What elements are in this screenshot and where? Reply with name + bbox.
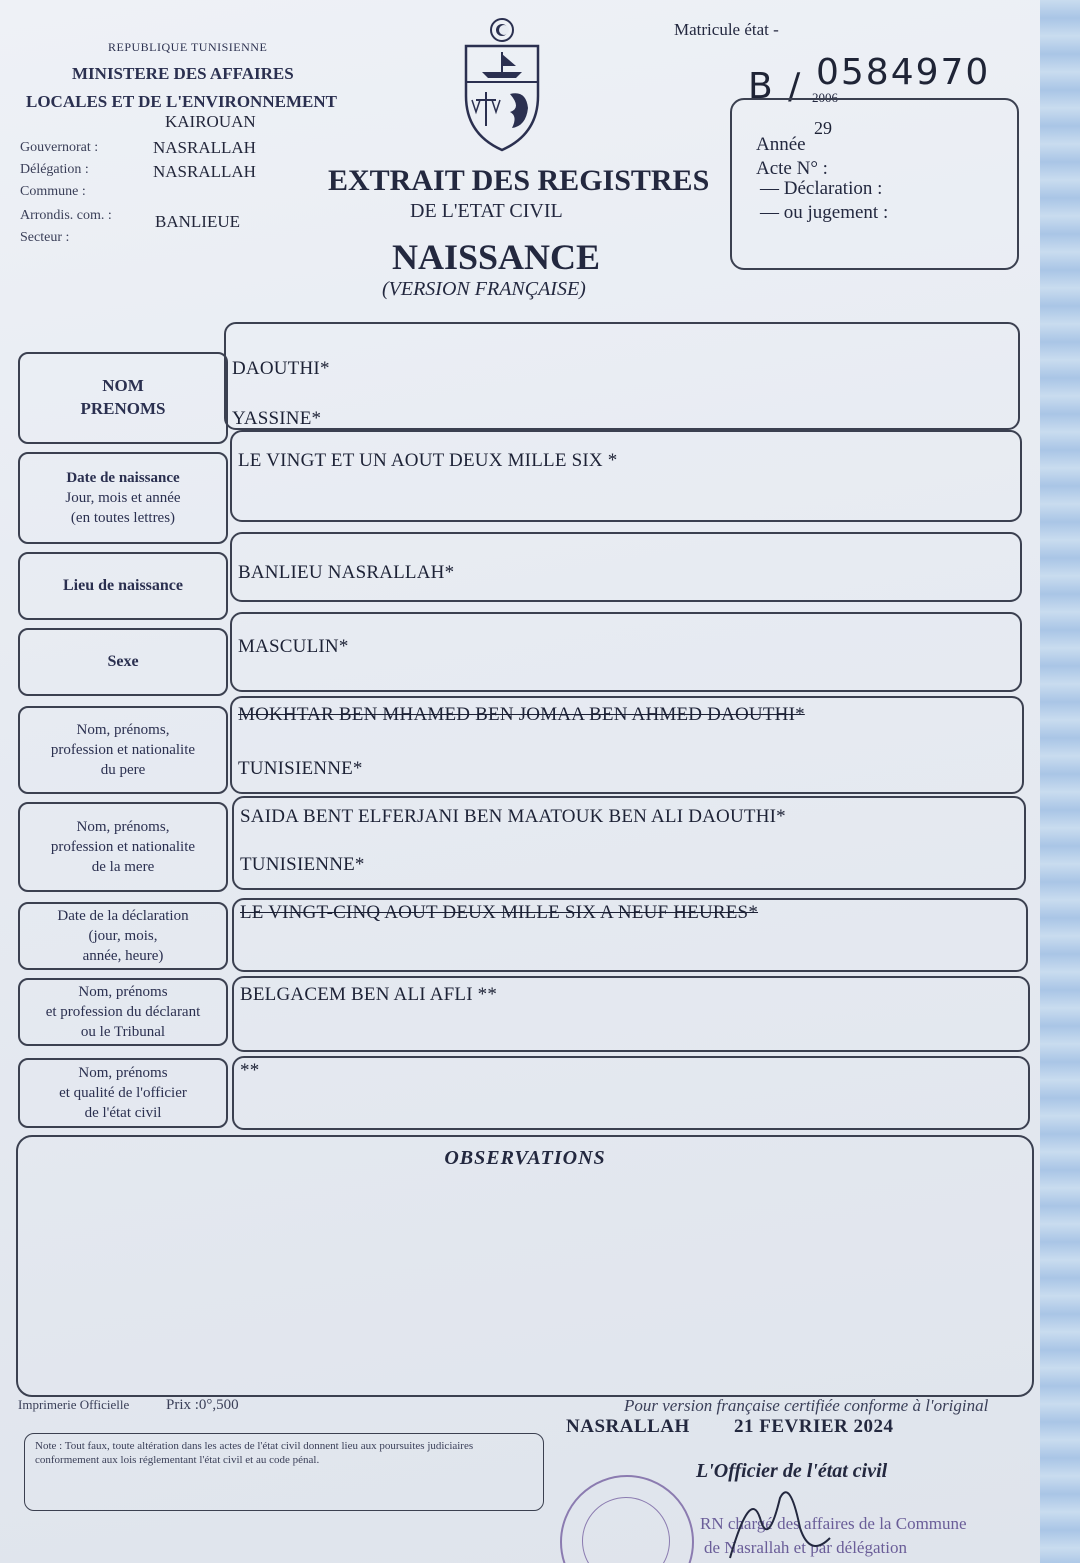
label-sexe-l1: Sexe (107, 653, 139, 671)
arrondissement-label: Arrondis. com. : (20, 208, 112, 223)
gouvernorat-value: KAIROUAN (165, 112, 256, 131)
value-pere-box (230, 696, 1024, 794)
title-line1: EXTRAIT DES REGISTRES (328, 164, 710, 197)
label-declarant-l1: Nom, prénoms (78, 983, 168, 1000)
label-mere-l2: profession et nationalite (50, 838, 196, 855)
value-officier: ** (240, 1060, 260, 1081)
label-date-naissance-l3: (en toutes lettres) (70, 510, 176, 527)
matricule-label: Matricule état - (674, 20, 779, 39)
declaration-label: — Déclaration : (760, 178, 883, 199)
label-officier-l3: de l'état civil (84, 1105, 162, 1122)
title-naissance: NAISSANCE (392, 237, 601, 277)
officer-title: L'Officier de l'état civil (696, 1460, 888, 1482)
commune-label: Commune : (20, 184, 86, 199)
value-pere-nationalite: TUNISIENNE* (238, 758, 363, 779)
signature-icon (720, 1478, 840, 1563)
label-mere-l1: Nom, prénoms, (76, 818, 170, 835)
label-date-declaration-l2: (jour, mois, (88, 927, 158, 944)
label-pere-l3: du pere (100, 762, 146, 779)
label-pere (18, 706, 228, 794)
label-declarant-l3: ou le Tribunal (80, 1024, 166, 1041)
secteur-label: Secteur : (20, 230, 70, 245)
value-date-naissance: LE VINGT ET UN AOUT DEUX MILLE SIX * (238, 450, 618, 471)
observations-box (16, 1135, 1034, 1397)
gouvernorat-label: Gouvernorat : (20, 140, 99, 155)
place-label: NASRALLAH (566, 1416, 690, 1437)
stamp-text-line1: RN chargé des affaires de la Commune (700, 1514, 967, 1533)
label-lieu-naissance-l1: Lieu de naissance (62, 577, 183, 595)
delegation-value: NASRALLAH (153, 138, 256, 157)
matricule-serie: B / (748, 66, 803, 107)
coat-of-arms-icon (452, 16, 552, 156)
arrondissement-value: BANLIEUE (155, 212, 240, 231)
label-date-declaration-l3: année, heure) (82, 948, 164, 965)
torn-edge (1040, 0, 1080, 1563)
official-stamp (560, 1475, 694, 1563)
value-prenoms: YASSINE* (232, 408, 322, 429)
matricule-year-overlay: 2006 (812, 90, 838, 105)
observations-title: OBSERVATIONS (444, 1147, 606, 1169)
title-version: (VERSION FRANÇAISE) (382, 278, 586, 300)
label-prenoms: PRENOMS (80, 399, 166, 418)
label-pere-l2: profession et nationalite (50, 741, 196, 758)
annee-label: Année (756, 134, 806, 155)
commune-value: NASRALLAH (153, 162, 256, 181)
jugement-label: — ou jugement : (760, 202, 889, 223)
label-date-naissance-l2: Jour, mois et année (65, 489, 181, 506)
value-mere-box (232, 796, 1026, 890)
stamp-inner-ring (582, 1497, 670, 1563)
delegation-label: Délégation : (20, 162, 89, 177)
certification-text: Pour version française certifiée conforme à l'original (624, 1396, 989, 1415)
label-date-declaration (18, 902, 228, 970)
value-mere-nom: SAIDA BENT ELFERJANI BEN MAATOUK BEN ALI DAOUTHI* (240, 806, 786, 827)
value-declarant-box (232, 976, 1030, 1052)
legal-note: Note : Tout faux, toute altération dans les actes de l'état civil donnent lieu aux poursuites judiciaires conformement aux lois réglementant l'état civil et au code pénal. (24, 1433, 544, 1511)
label-mere (18, 802, 228, 892)
label-pere-l1: Nom, prénoms, (76, 721, 170, 738)
ministry-line1: MINISTERE DES AFFAIRES (72, 64, 294, 83)
label-nom-prenoms (18, 352, 228, 444)
value-declarant: BELGACEM BEN ALI AFLI ** (240, 984, 498, 1005)
value-lieu-naissance-box (230, 532, 1022, 602)
value-sexe-box (230, 612, 1022, 692)
value-date-declaration-box (232, 898, 1028, 972)
ministry-line2: LOCALES ET DE L'ENVIRONNEMENT (26, 92, 337, 111)
value-pere-nom: MOKHTAR BEN MHAMED BEN JOMAA BEN AHMED DAOUTHI* (238, 704, 805, 725)
label-officier-l1: Nom, prénoms (78, 1064, 168, 1081)
price-label: Prix :0°,500 (166, 1397, 239, 1413)
label-officier (18, 1058, 228, 1128)
republic-label: REPUBLIQUE TUNISIENNE (108, 40, 268, 54)
label-sexe (18, 628, 228, 696)
value-lieu-naissance: BANLIEU NASRALLAH* (238, 562, 455, 583)
value-date-naissance-box (230, 430, 1022, 522)
title-line2: DE L'ETAT CIVIL (410, 200, 563, 222)
label-date-naissance (18, 452, 228, 544)
stamp-text-line2: de Nasrallah et par délégation (704, 1538, 907, 1557)
value-nom-prenoms-box (224, 322, 1020, 430)
label-declarant-l2: et profession du déclarant (45, 1003, 201, 1020)
label-nom: NOM (102, 376, 144, 396)
label-declarant (18, 978, 228, 1046)
label-mere-l3: de la mere (91, 859, 155, 876)
value-mere-nationalite: TUNISIENNE* (240, 854, 365, 875)
printer-label: Imprimerie Officielle (18, 1397, 130, 1412)
date-label: 21 FEVRIER 2024 (734, 1416, 894, 1437)
label-date-naissance-l1: Date de naissance (66, 469, 180, 486)
value-sexe: MASCULIN* (238, 636, 349, 657)
label-lieu-naissance (18, 552, 228, 620)
value-officier-box (232, 1056, 1030, 1130)
label-officier-l2: et qualité de l'officier (59, 1084, 187, 1101)
label-date-declaration-l1: Date de la déclaration (57, 907, 189, 924)
value-nom: DAOUTHI* (232, 358, 330, 379)
annee-value: 29 (814, 118, 832, 138)
value-date-declaration: LE VINGT-CINQ AOUT DEUX MILLE SIX A NEUF HEURES* (240, 902, 759, 923)
acte-box (730, 98, 1019, 270)
matricule-number: 0584970 (816, 52, 991, 93)
acte-no-label: Acte N° : (756, 158, 828, 179)
